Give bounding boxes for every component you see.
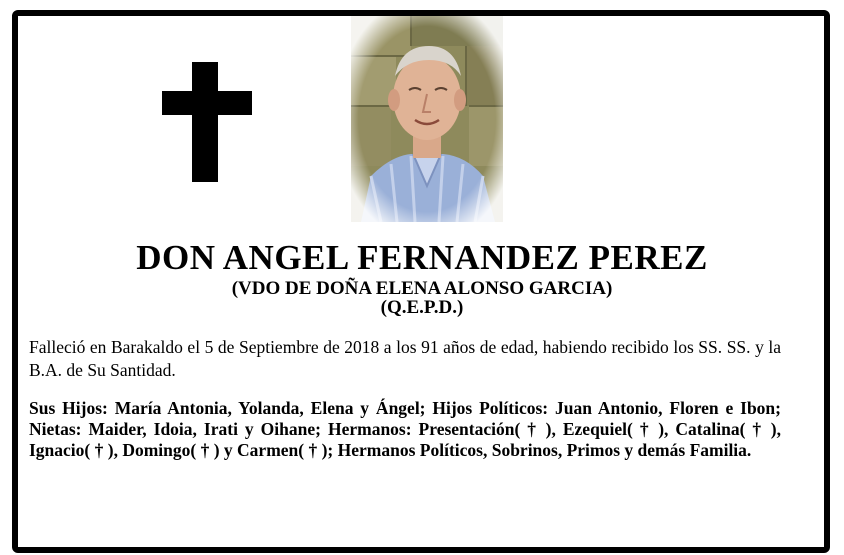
rip-line: (Q.E.P.D.) (380, 297, 464, 318)
cross-icon (162, 62, 252, 182)
deceased-name: DON ANGEL FERNANDEZ PEREZ (136, 238, 708, 277)
death-announcement: Falleció en Barakaldo el 5 de Septiembre de 2018 a los 91 años de edad, habiendo recibido los SS. SS. y la B.A. de Su Santidad. (29, 337, 781, 380)
portrait-photo (351, 16, 503, 222)
family-list: Sus Hijos: María Antonia, Yolanda, Elena y Ángel; Hijos Políticos: Juan Antonio, Floren e Ibon; Nietas: Maider, Idoia, Irati y Oihane; Hermanos: Presentación( † ), Ezequiel( † ), Catalina( † ), Ignacio( † ), Domingo( † ) y Carmen( † ); Hermanos Políticos, Sobrinos, Primos y demás Familia. (29, 398, 781, 460)
widower-line: (VDO DE DOÑA ELENA ALONSO GARCIA) (231, 278, 613, 299)
